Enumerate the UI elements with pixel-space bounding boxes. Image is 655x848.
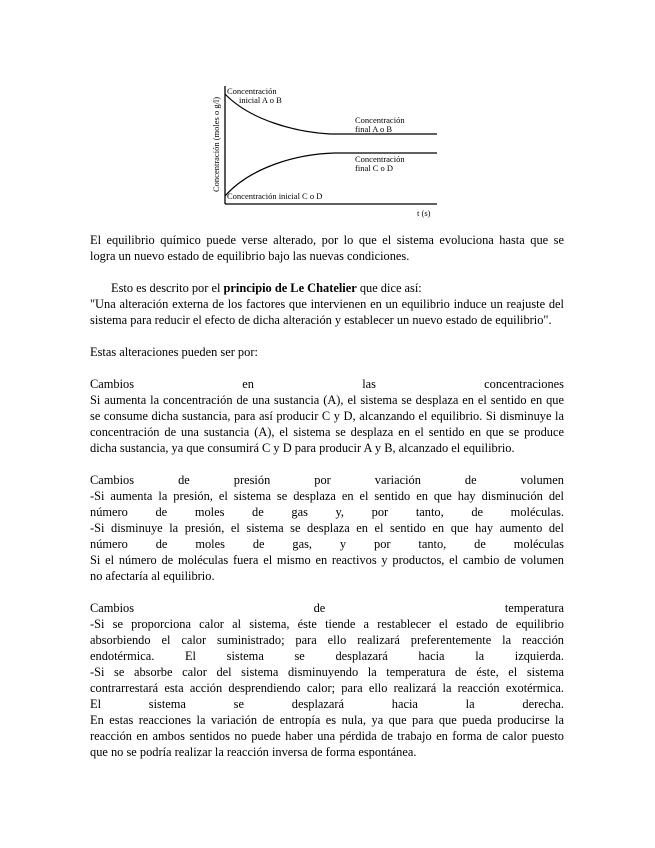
temperature-line7: En estas reacciones la variación de entropía es nula, ya que para que pueda producirse la	[90, 713, 564, 727]
label-initial-ab-line1: Concentración	[227, 86, 277, 96]
p2-paragraph	[90, 280, 564, 328]
label-final-ab-line2: final A o B	[355, 124, 393, 134]
x-axis-label: t (s)	[417, 208, 431, 218]
p2-quote: "Una alteración externa de los factores que intervienen en un equilibrio induce un reajuste del sistema para reducir el efecto de dicha alteración y establecer un nuevo estado de equilibrio".	[90, 297, 564, 327]
heading-concentration: Cambios en las concentraciones	[90, 377, 564, 391]
p2-pre: Esto es descrito por el	[111, 281, 224, 295]
curve-cd	[225, 153, 437, 196]
y-axis-label: Concentración (moles o g/l)	[211, 96, 221, 192]
heading-temperature: Cambios de temperatura	[90, 601, 564, 615]
temperature-line4: -Si se absorbe calor del sistema disminuyendo la temperatura de éste, el sistema	[90, 665, 564, 679]
label-final-ab-line1: Concentración	[355, 115, 405, 125]
pressure-line1: -Si aumenta la presión, el sistema se desplaza en el sentido en que hay disminución del	[90, 489, 564, 503]
temperature-line8: reacción en ambos sentidos no puede haber una pérdida de trabajo en forma de calor puesto	[90, 729, 564, 743]
temperature-line1: -Si se proporciona calor al sistema, éste tiende a restablecer el estado de equilibrio	[90, 617, 564, 631]
p2-post: que dice así:	[356, 281, 422, 295]
label-final-cd-line2: final C o D	[355, 163, 394, 173]
label-final-cd-line1: Concentración	[355, 154, 405, 164]
label-initial-cd: Concentración inicial C o D	[227, 191, 323, 201]
pressure-line2: número de moles de gas y, por tanto, de moléculas.	[90, 505, 564, 519]
temperature-line6: El sistema se desplazará hacia la derecha.	[90, 697, 564, 711]
temperature-line9: que no se podría realizar la reacción inversa de forma espontánea.	[90, 745, 417, 759]
pressure-line3: -Si disminuye la presión, el sistema se desplaza en el sentido en que hay aumento del	[90, 521, 564, 535]
body-concentration: Si aumenta la concentración de una sustancia (A), el sistema se desplaza en el sentido en que se consume dicha sustancia, para así producir C y D, alcanzando el equilibrio. Si disminuye la concentración de una sustancia (A), el sistema se desplaza en el sentido en que se produce dicha sustancia, ya que consumirá C y D para producir A y B, alcanzado el equilibrio.	[90, 393, 564, 455]
pressure-line5: Si el número de moléculas fuera el mismo en reactivos y productos, el cambio de volumen	[90, 553, 564, 567]
heading-pressure: Cambios de presión por variación de volumen	[90, 473, 564, 487]
body-text	[90, 232, 564, 760]
p1-line1: El equilibrio químico puede verse alterado, por lo que el sistema evoluciona hasta que se	[90, 233, 564, 247]
temperature-line2: absorbiendo el calor suministrado; para ello realizará preferentemente la reacción	[90, 633, 564, 647]
p3-intro: Estas alteraciones pueden ser por:	[90, 345, 258, 359]
equilibrium-concentration-figure	[205, 80, 445, 220]
pressure-line6: no afectaría al equilibrio.	[90, 569, 215, 583]
temperature-line3: endotérmica. El sistema se desplazará hacia la izquierda.	[90, 649, 564, 663]
temperature-line5: contrarrestará esta acción desprendiendo calor; para ello realizará la reacción exotérmica.	[90, 681, 564, 695]
pressure-line4: número de moles de gas, y por tanto, de moléculas	[90, 537, 564, 551]
le-chatelier-principle: principio de Le Chatelier	[223, 281, 357, 295]
p1-line2: logra un nuevo estado de equilibrio bajo las nuevas condiciones.	[90, 249, 410, 263]
label-initial-ab-line2: inicial A o B	[239, 95, 282, 105]
